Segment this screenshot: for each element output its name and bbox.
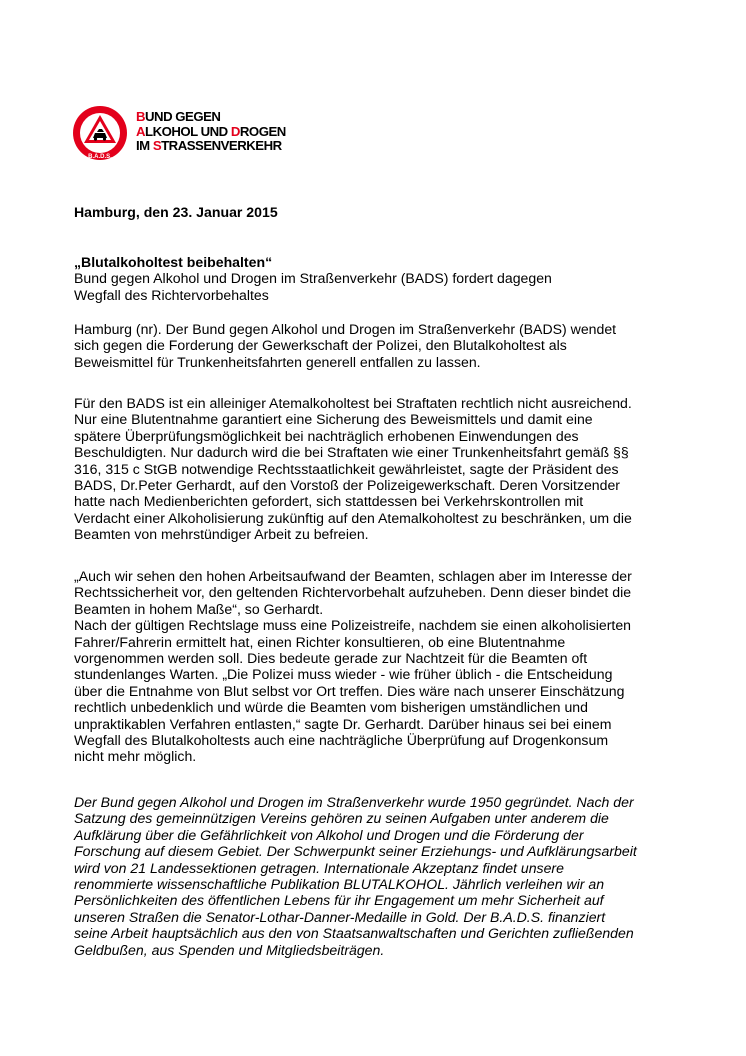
bads-emblem-icon: [71, 105, 129, 161]
logo-line-2: ALKOHOL UND DROGEN: [136, 123, 286, 139]
about-line: Der Bund gegen Alkohol und Drogen im Straßenverkehr wurde 1950 gegründet. Nach der: [74, 794, 634, 810]
paragraph-line: spätere Überprüfungsmöglichkeit bei nachträglich erhobenen Einwendungen des: [74, 427, 579, 444]
paragraph-line: Hamburg (nr). Der Bund gegen Alkohol und Drogen im Straßenverkehr (BADS) wendet: [74, 321, 617, 337]
paragraph-line: sich gegen die Forderung der Gewerkschaft der Polizei, den Blutalkoholtest als: [74, 337, 567, 354]
headline-subtitle-line: Bund gegen Alkohol und Drogen im Straßenverkehr (BADS) fordert dagegen: [74, 270, 552, 287]
logo-line-3: IM STRASSENVERKEHR: [136, 138, 282, 153]
headline-title: „Blutalkoholtest beibehalten“: [74, 254, 273, 270]
bads-logo: [71, 105, 291, 161]
paragraph-line: BADS, Dr.Peter Gerhardt, auf den Vorstoß der Polizeigewerkschaft. Deren Vorsitzender: [74, 477, 621, 494]
about-line: seine Arbeit hauptsächlich aus den von Staatsanwaltschaften und Gerichten zufließenden: [74, 925, 634, 942]
paragraph-line: Beweismittel für Trunkenheitsfahrten generell entfallen zu lassen.: [74, 353, 481, 370]
paragraph-line: Fahrer/Fahrerin ermittelt hat, einen Richter konsultieren, ob eine Blutentnahme: [74, 633, 566, 650]
paragraph-line: Beamten von mehrstündiger Arbeit zu befreien.: [74, 526, 369, 543]
paragraph-line: hatte nach Medienberichten gefordert, sich stattdessen bei Verkehrskontrollen mit: [74, 493, 584, 510]
logo-wordmark: [136, 110, 286, 154]
paragraph-line: „Auch wir sehen den hohen Arbeitsaufwand der Beamten, schlagen aber im Interesse der: [74, 568, 632, 584]
paragraph-line: 316, 315 c StGB notwendige Rechtsstaatlichkeit gewährleistet, sagte der Präsident des: [74, 460, 619, 477]
about-line: renommierte wissenschaftliche Publikation BLUTALKOHOL. Jährlich verleihen wir an: [74, 876, 605, 893]
paragraph-line: unpraktikablen Verfahren entlasten,“ sagte Dr. Gerhardt. Darüber hinaus sei bei einem: [74, 715, 612, 732]
about-line: unseren Straßen die Senator-Lothar-Danner-Medaille in Gold. Der B.A.D.S. finanziert: [74, 908, 606, 925]
about-bads: [74, 794, 684, 958]
paragraph-line: Wegfall des Blutalkoholtests auch eine nachträgliche Überprüfung auf Drogenkonsum: [74, 732, 609, 749]
dateline: Hamburg, den 23. Januar 2015: [74, 204, 278, 220]
paragraph-line: Für den BADS ist ein alleiniger Atemalkoholtest bei Straftaten rechtlich nicht ausreichend.: [74, 395, 632, 411]
paragraph-line: Nach der gültigen Rechtslage muss eine Polizeistreife, nachdem sie einen alkoholisierten: [74, 617, 632, 634]
emblem-label: B.A.D.S.: [88, 154, 112, 160]
paragraph-quote: [74, 568, 684, 765]
paragraph-line: Nur eine Blutentnahme garantiert eine Sicherung des Beweismittels und damit eine: [74, 411, 593, 428]
paragraph-line: rechtlich unbedenklich und würde die Beamten vom bisherigen umständlichen und: [74, 699, 588, 716]
paragraph-line: Beamten in hohem Maße“, so Gerhardt.: [74, 600, 324, 617]
paragraph-line: stundenlanges Warten. „Die Polizei muss wieder - wie früher üblich - die Entscheidung: [74, 666, 613, 683]
paragraph-line: nicht mehr möglich.: [74, 748, 197, 765]
paragraph-line: über die Entnahme von Blut selbst vor Ort treffen. Dies wäre nach unserer Einschätzung: [74, 682, 625, 699]
logo-line-1: BUND GEGEN: [136, 109, 221, 124]
about-line: Geldbußen, aus Spenden und Mitgliedsbeiträgen.: [74, 941, 385, 958]
paragraph-position: [74, 395, 684, 543]
headline-block: [74, 254, 684, 303]
about-line: Satzung des gemeinnützigen Vereins gehören zu seinen Aufgaben unter anderem die: [74, 810, 609, 827]
paragraph-line: Beschuldigten. Nur dadurch wird die bei Straftaten wie einer Trunkenheitsfahrt gemäß §§: [74, 444, 629, 461]
headline-subtitle-line: Wegfall des Richtervorbehaltes: [74, 286, 269, 303]
paragraph-intro: [74, 321, 684, 370]
paragraph-line: Verdacht einer Alkoholisierung zukünftig auf den Atemalkoholtest zu beschränken, um die: [74, 509, 632, 526]
about-line: Persönlichkeiten des öffentlichen Lebens für ihr Engagement um mehr Sicherheit auf: [74, 892, 604, 909]
about-line: Forschung auf diesem Gebiet. Der Schwerpunkt seiner Erziehungs- und Aufklärungsarbeit: [74, 843, 637, 860]
paragraph-line: Rechtssicherheit vor, den geltenden Richtervorbehalt aufzuheben. Denn dieser bindet die: [74, 584, 632, 601]
paragraph-line: vorgenommen werden soll. Dies bedeute gerade zur Nachtzeit für die Beamten oft: [74, 650, 588, 667]
about-line: Aufklärung über die Gefährlichkeit von Alkohol und Drogen und die Förderung der: [74, 826, 584, 843]
about-line: wird von 21 Landessektionen getragen. Internationale Akzeptanz findet unsere: [74, 859, 564, 876]
